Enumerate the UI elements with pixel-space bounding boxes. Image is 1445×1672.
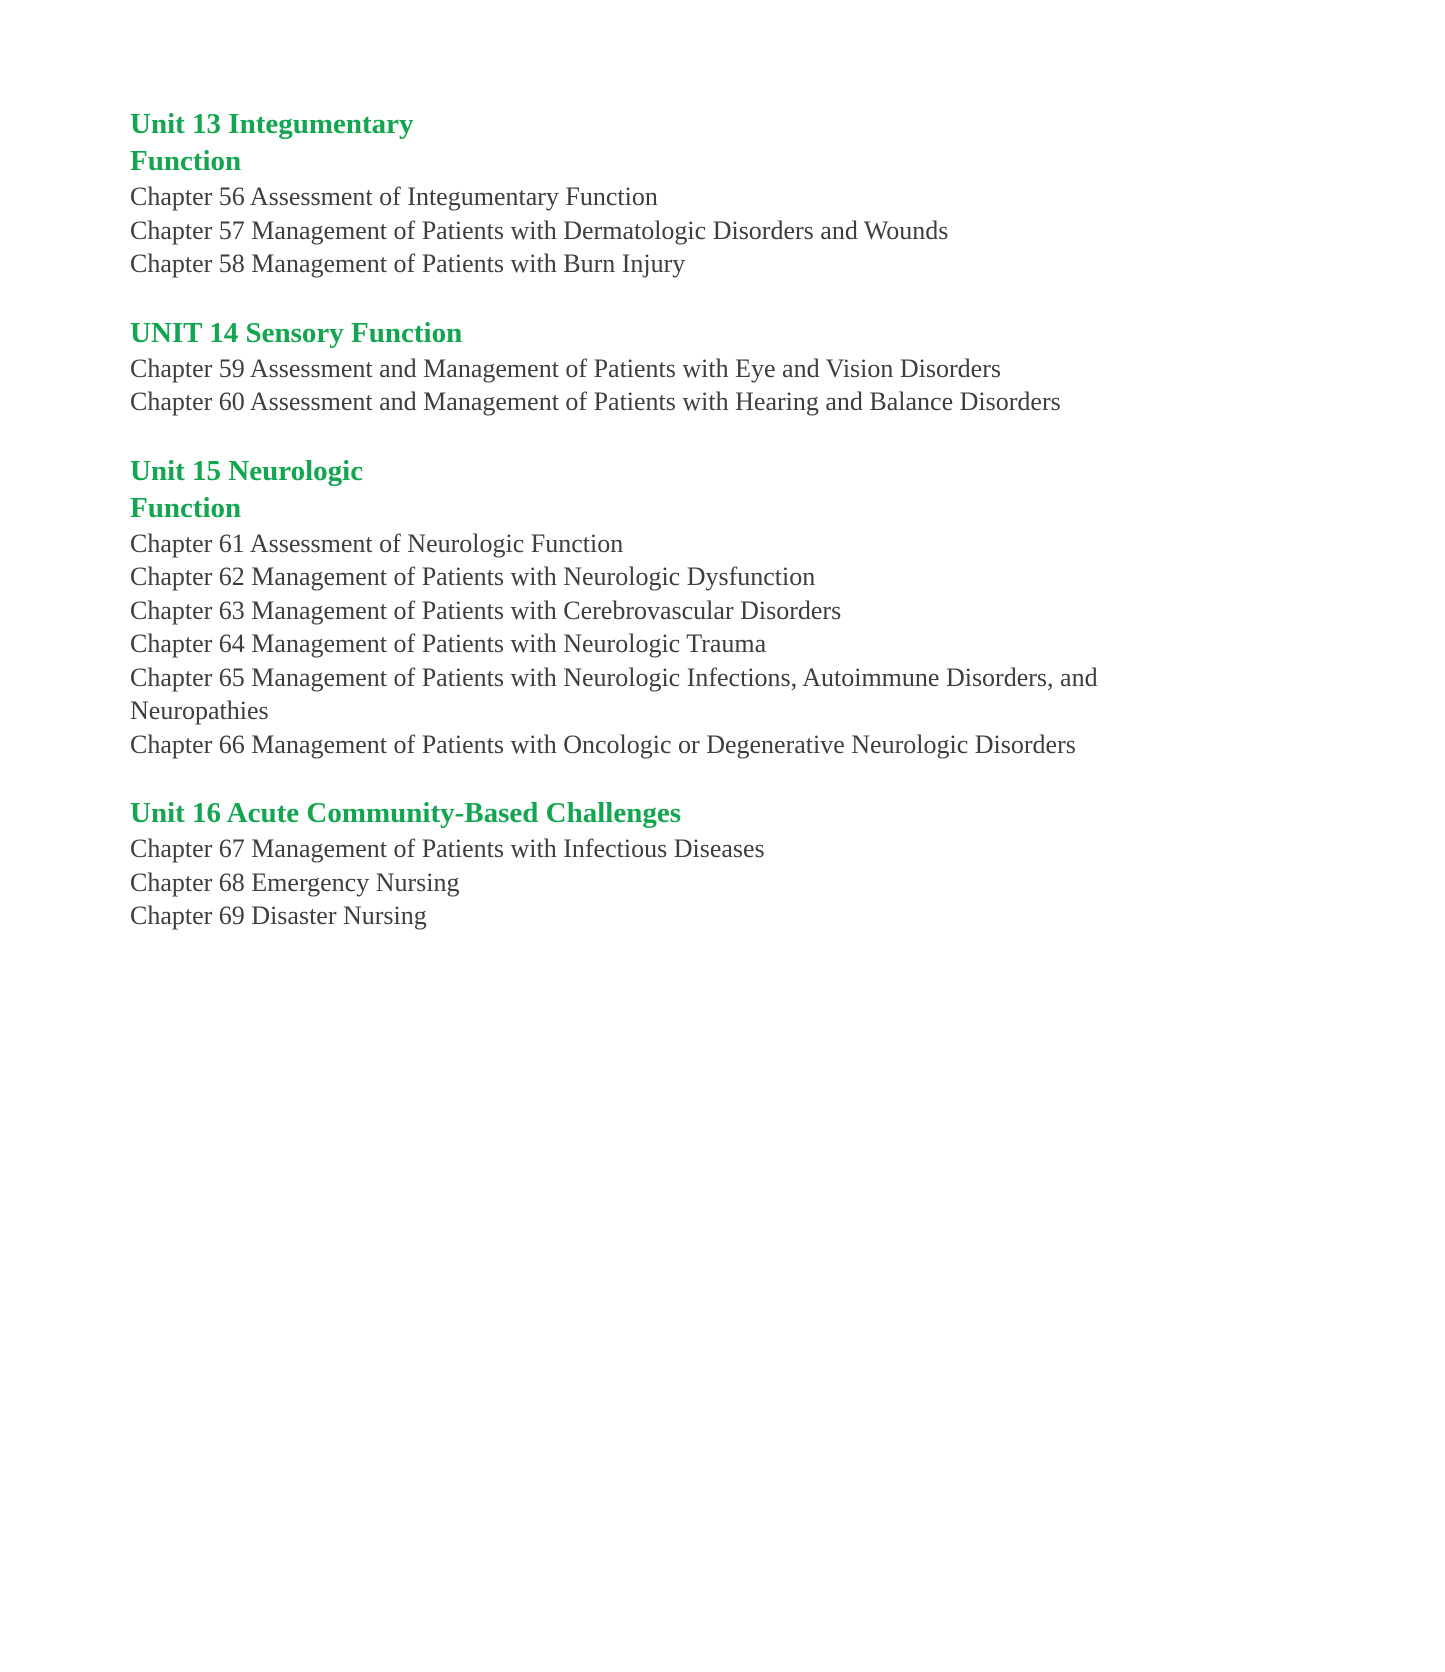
chapter-line: Chapter 58 Management of Patients with Burn Injury (130, 249, 686, 278)
chapter-list (130, 527, 1190, 762)
unit-heading (130, 795, 1190, 832)
chapter-line: Chapter 69 Disaster Nursing (130, 901, 427, 930)
chapter-list (130, 832, 1190, 933)
chapter-list (130, 180, 1190, 281)
chapter-list (130, 352, 1190, 419)
chapter-line: Chapter 61 Assessment of Neurologic Function (130, 528, 624, 558)
unit-heading-line: Unit 13 Integumentary (130, 108, 414, 140)
chapter-line: Chapter 64 Management of Patients with Neurologic Trauma (130, 629, 767, 658)
chapter-line: Chapter 56 Assessment of Integumentary Function (130, 182, 658, 211)
unit-heading-line: Function (130, 145, 242, 177)
toc-section (130, 453, 1190, 762)
chapter-line: Chapter 57 Management of Patients with Dermatologic Disorders and Wounds (130, 215, 949, 245)
unit-heading-line: Function (130, 491, 242, 524)
chapter-line: Chapter 63 Management of Patients with Cerebrovascular Disorders (130, 595, 842, 625)
toc-section (130, 795, 1190, 933)
unit-heading (130, 106, 1190, 180)
chapter-line: Chapter 67 Management of Patients with Infectious Diseases (130, 834, 765, 863)
toc-section (130, 315, 1190, 419)
chapter-line: Chapter 60 Assessment and Management of Patients with Hearing and Balance Disorders (130, 387, 1061, 416)
table-of-contents (130, 106, 1190, 967)
chapter-line: Chapter 68 Emergency Nursing (130, 867, 460, 897)
unit-heading-line: Unit 15 Neurologic (130, 454, 364, 487)
unit-heading-line: Unit 16 Acute Community-Based Challenges (130, 797, 682, 829)
unit-heading-line: UNIT 14 Sensory Function (130, 316, 463, 349)
chapter-line: Chapter 66 Management of Patients with Oncologic or Degenerative Neurologic Disorders (130, 729, 1076, 759)
unit-heading (130, 453, 1190, 527)
chapter-line: Chapter 62 Management of Patients with Neurologic Dysfunction (130, 562, 816, 591)
unit-heading (130, 315, 1190, 352)
toc-section (130, 106, 1190, 281)
chapter-line: Chapter 59 Assessment and Management of Patients with Eye and Vision Disorders (130, 353, 1001, 383)
chapter-line: Chapter 65 Management of Patients with Neurologic Infections, Autoimmune Disorders, and Neuropathies (130, 662, 1098, 725)
